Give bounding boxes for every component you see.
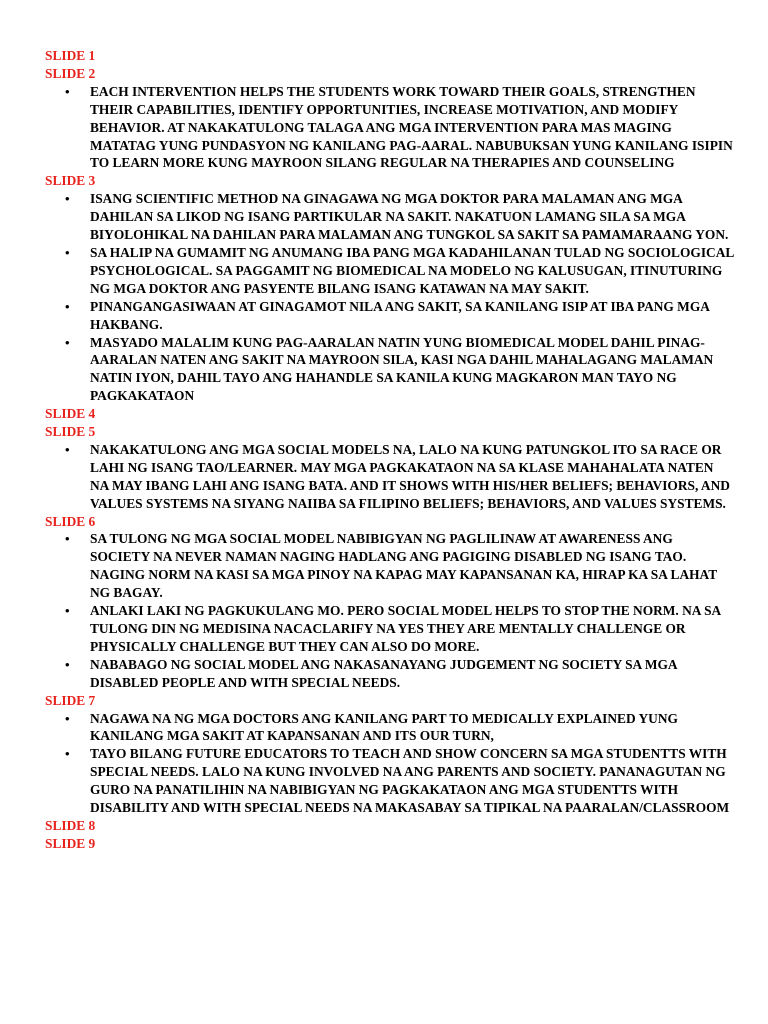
bullet-item: [45, 656, 735, 692]
bullet-text: TAYO BILANG FUTURE EDUCATORS TO TEACH AND SHOW CONCERN SA MGA STUDENTTS WITH SPECIAL NEEDS. LALO NA KUNG INVOLVED NA ANG PARENTS AND SOCIETY. PANANAGUTAN NG GURO NA PANATILIHIN NA NABIBIGYAN NG PAGKAKATAON ANG MGA STUDENTTS WITH DISABILITY AND WITH SPECIAL NEEDS NA MAKASABAY SA TIPIKAL NA PAARALAN/CLASSROOM: [90, 746, 730, 816]
bullet-text: NAGAWA NA NG MGA DOCTORS ANG KANILANG PART TO MEDICALLY EXPLAINED YUNG KANILANG MGA SAKIT AT KAPANSANAN AND ITS OUR TURN,: [90, 710, 678, 744]
bullet-list: [45, 710, 735, 817]
slide-heading: SLIDE 7: [45, 692, 96, 708]
bullet-text: SA TULONG NG MGA SOCIAL MODEL NABIBIGYAN NG PAGLILINAW AT AWARENESS ANG SOCIETY NA NEVER NAMAN NAGING HADLANG ANG PAGIGING DISABLED NG ISANG TAO. NAGING NORM NA KASI SA MGA PINOY NA KAPAG MAY KAPANSANAN KA, HIRAP KA SA LAHAT NG BAGAY.: [90, 531, 717, 601]
slide-heading: SLIDE 2: [45, 65, 96, 81]
bullet-dot-icon: •: [65, 298, 70, 314]
bullet-item: [45, 441, 735, 513]
bullet-dot-icon: •: [65, 603, 70, 619]
bullet-list: [45, 441, 735, 513]
slide-heading: SLIDE 3: [45, 173, 96, 189]
bullet-dot-icon: •: [65, 656, 70, 672]
bullet-list: [45, 530, 735, 691]
bullet-dot-icon: •: [65, 710, 70, 726]
bullet-item: [45, 190, 735, 244]
bullet-text: MASYADO MALALIM KUNG PAG-AARALAN NATIN YUNG BIOMEDICAL MODEL DAHIL PINAG-AARALAN NATEN ANG SAKIT NA MAYROON SILA, KASI NGA DAHIL MAHALAGANG MALAMAN NATIN IYON, DAHIL TAYO ANG HAHANDLE SA KANILA KUNG MAGKARON MAN TAYO NG PAGKAKATAON: [90, 334, 714, 404]
document-body: [45, 47, 735, 853]
bullet-dot-icon: •: [65, 334, 70, 350]
bullet-list: [45, 83, 735, 173]
bullet-dot-icon: •: [65, 244, 70, 260]
bullet-list: [45, 190, 735, 405]
bullet-dot-icon: •: [65, 83, 70, 99]
slide-heading: SLIDE 1: [45, 48, 96, 63]
slide-heading: SLIDE 8: [45, 817, 96, 833]
bullet-dot-icon: •: [65, 441, 70, 457]
bullet-dot-icon: •: [65, 746, 70, 762]
slide-heading: SLIDE 5: [45, 424, 96, 440]
bullet-item: [45, 710, 735, 746]
slide-heading: SLIDE 9: [45, 835, 96, 851]
bullet-text: PINANGANGASIWAAN AT GINAGAMOT NILA ANG SAKIT, SA KANILANG ISIP AT IBA PANG MGA HAKBANG.: [90, 298, 710, 332]
bullet-dot-icon: •: [65, 531, 70, 547]
bullet-text: NAKAKATULONG ANG MGA SOCIAL MODELS NA, LALO NA KUNG PATUNGKOL ITO SA RACE OR LAHI NG ISANG TAO/LEARNER. MAY MGA PAGKAKATAON NA SA KLASE MAHAHALATA NATEN NA MAY IBANG LAHI ANG ISANG BATA. AND IT SHOWS WITH HIS/HER BELIEFS; BEHAVIORS, AND VALUES SYSTEMS NA SIYANG NAIIBA SA FILIPINO BELIEFS; BEHAVIORS, AND VALUES SYSTEMS.: [90, 441, 730, 511]
bullet-item: [45, 530, 735, 602]
bullet-text: EACH INTERVENTION HELPS THE STUDENTS WORK TOWARD THEIR GOALS, STRENGTHEN THEIR CAPABILITIES, IDENTIFY OPPORTUNITIES, INCREASE MOTIVATION, AND MODIFY BEHAVIOR. AT NAKAKATULONG TALAGA ANG MGA INTERVENTION PARA MAS MAGING MATATAG YUNG PUNDASYON NG KANILANG PAG-AARAL. NABUBUKSAN YUNG KANILANG ISIPIN TO LEARN MORE KUNG MAYROON SILANG REGULAR NA THERAPIES AND COUNSELING: [90, 83, 733, 171]
bullet-item: [45, 83, 735, 173]
bullet-item: [45, 244, 735, 298]
bullet-dot-icon: •: [65, 191, 70, 207]
bullet-text: ANLAKI LAKI NG PAGKUKULANG MO. PERO SOCIAL MODEL HELPS TO STOP THE NORM. NA SA TULONG DIN NG MEDISINA NACACLARIFY NA YES THEY ARE MENTALLY CHALLENGE OR PHYSICALLY CHALLENGE BUT THEY CAN ALSO DO MORE.: [90, 603, 721, 654]
bullet-item: [45, 298, 735, 334]
slide-heading: SLIDE 6: [45, 513, 96, 529]
bullet-text: ISANG SCIENTIFIC METHOD NA GINAGAWA NG MGA DOKTOR PARA MALAMAN ANG MGA DAHILAN SA LIKOD NG ISANG PARTIKULAR NA SAKIT. NAKATUON LAMANG SILA SA MGA BIYOLOHIKAL NA DAHILAN PARA MALAMAN ANG TUNGKOL SA SAKIT SA PAMAMARAANG YON.: [90, 191, 729, 243]
bullet-item: [45, 745, 735, 817]
bullet-item: [45, 334, 735, 406]
bullet-item: [45, 602, 735, 656]
slide-heading: SLIDE 4: [45, 406, 96, 422]
bullet-text: NABABAGO NG SOCIAL MODEL ANG NAKASANAYANG JUDGEMENT NG SOCIETY SA MGA DISABLED PEOPLE AND WITH SPECIAL NEEDS.: [90, 656, 677, 690]
bullet-text: SA HALIP NA GUMAMIT NG ANUMANG IBA PANG MGA KADAHILANAN TULAD NG SOCIOLOGICAL PSYCHOLOGICAL. SA PAGGAMIT NG BIOMEDICAL NA MODELO NG KALUSUGAN, ITINUTURING NG MGA DOKTOR ANG PASYENTE BILANG ISANG KATAWAN NA MAY SAKIT.: [90, 244, 734, 296]
